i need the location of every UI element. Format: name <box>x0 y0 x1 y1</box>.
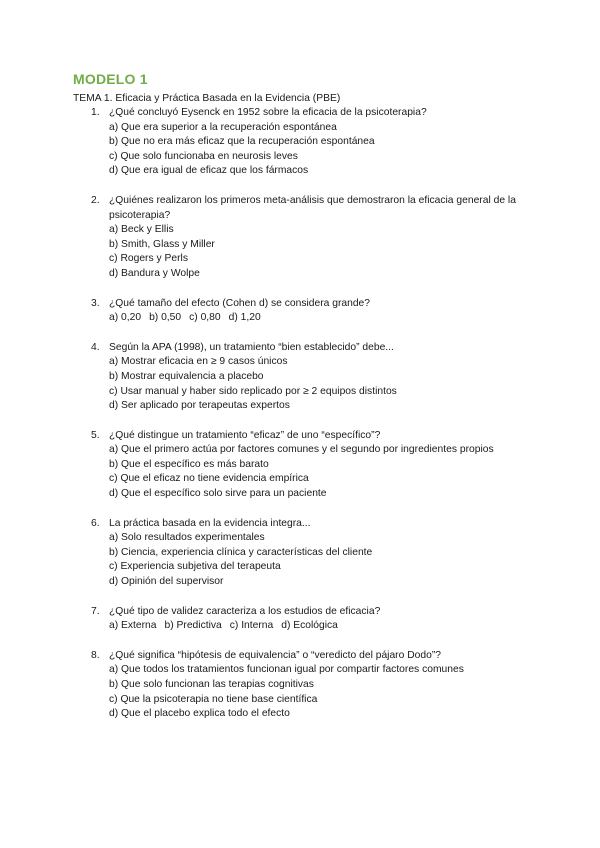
option-c: c) Experiencia subjetiva del terapeuta <box>109 561 281 573</box>
inline-options <box>109 311 600 326</box>
question-number: 3. <box>91 297 100 309</box>
option-c: c) Que solo funcionaba en neurosis leves <box>109 150 298 162</box>
question-8 <box>0 649 600 722</box>
inline-options <box>109 619 600 634</box>
option-b: b) Predictiva <box>164 620 222 632</box>
question-text: ¿Qué distingue un tratamiento “eficaz” de uno “específico”? <box>109 429 381 441</box>
question-text: ¿Qué concluyó Eysenck en 1952 sobre la eficacia de la psicoterapia? <box>109 107 427 118</box>
question-number: 5. <box>91 429 100 441</box>
question-7 <box>0 605 600 634</box>
option-d: d) Que el placebo explica todo el efecto <box>109 708 290 720</box>
question-number: 6. <box>91 517 100 529</box>
option-c: c) Que el eficaz no tiene evidencia empírica <box>109 473 309 485</box>
question-number: 8. <box>91 649 100 661</box>
option-b: b) Smith, Glass y Miller <box>109 238 215 250</box>
question-list <box>0 106 600 737</box>
option-a: a) Solo resultados experimentales <box>109 532 265 544</box>
option-b: b) Que solo funcionan las terapias cognitivas <box>109 679 314 690</box>
topic-heading: TEMA 1. Eficacia y Práctica Basada en la Evidencia (PBE) <box>73 93 341 104</box>
question-text: ¿Quiénes realizaron los primeros meta-análisis que demostraron la eficacia general de la psicoterapia? <box>109 194 516 221</box>
option-a: a) Mostrar eficacia en ≥ 9 casos únicos <box>109 356 288 368</box>
option-b: b) Ciencia, experiencia clínica y características del cliente <box>109 546 373 558</box>
option-a: a) Que era superior a la recuperación espontánea <box>109 121 337 133</box>
question-number: 4. <box>91 341 100 353</box>
question-text: ¿Qué tamaño del efecto (Cohen d) se considera grande? <box>109 297 371 309</box>
question-5 <box>0 429 600 502</box>
question-4 <box>0 341 600 414</box>
option-c: c) Rogers y Perls <box>109 253 188 265</box>
option-a: a) 0,20 <box>109 312 142 324</box>
option-a: a) Beck y Ellis <box>109 224 174 236</box>
option-c: c) Que la psicoterapia no tiene base científica <box>109 693 318 705</box>
option-b: b) Mostrar equivalencia a placebo <box>109 370 264 382</box>
question-number: 2. <box>91 194 100 206</box>
option-b: b) 0,50 <box>149 312 182 324</box>
option-b: b) Que no era más eficaz que la recuperación espontánea <box>109 136 375 148</box>
option-a: a) Que todos los tratamientos funcionan igual por compartir factores comunes <box>109 664 464 676</box>
question-number: 1. <box>91 107 100 118</box>
question-text: Según la APA (1998), un tratamiento “bien establecido” debe... <box>109 341 394 353</box>
option-a: a) Externa <box>109 620 157 632</box>
question-2 <box>0 194 600 282</box>
option-c: c) Interna <box>229 620 274 632</box>
option-a: a) Que el primero actúa por factores comunes y el segundo por ingredientes propios <box>109 444 494 456</box>
question-3 <box>0 297 600 326</box>
option-c: c) Usar manual y haber sido replicado por ≥ 2 equipos distintos <box>109 385 397 397</box>
option-c: c) 0,80 <box>189 312 221 324</box>
model-title: MODELO 1 <box>73 71 148 87</box>
question-text: ¿Qué significa “hipótesis de equivalencia” o “veredicto del pájaro Dodo”? <box>109 649 441 661</box>
question-1 <box>0 106 600 179</box>
option-d: d) Que el específico solo sirve para un paciente <box>109 488 327 500</box>
option-d: d) Ser aplicado por terapeutas expertos <box>109 400 290 412</box>
option-d: d) Ecológica <box>281 620 338 632</box>
option-d: d) 1,20 <box>228 312 261 324</box>
question-number: 7. <box>91 605 100 617</box>
option-b: b) Que el específico es más barato <box>109 458 269 470</box>
question-text: ¿Qué tipo de validez caracteriza a los estudios de eficacia? <box>109 605 381 617</box>
option-d: d) Bandura y Wolpe <box>109 267 200 279</box>
question-6 <box>0 517 600 590</box>
option-d: d) Que era igual de eficaz que los fármacos <box>109 165 309 177</box>
option-d: d) Opinión del supervisor <box>109 576 224 588</box>
question-text: La práctica basada en la evidencia integra... <box>109 517 311 529</box>
